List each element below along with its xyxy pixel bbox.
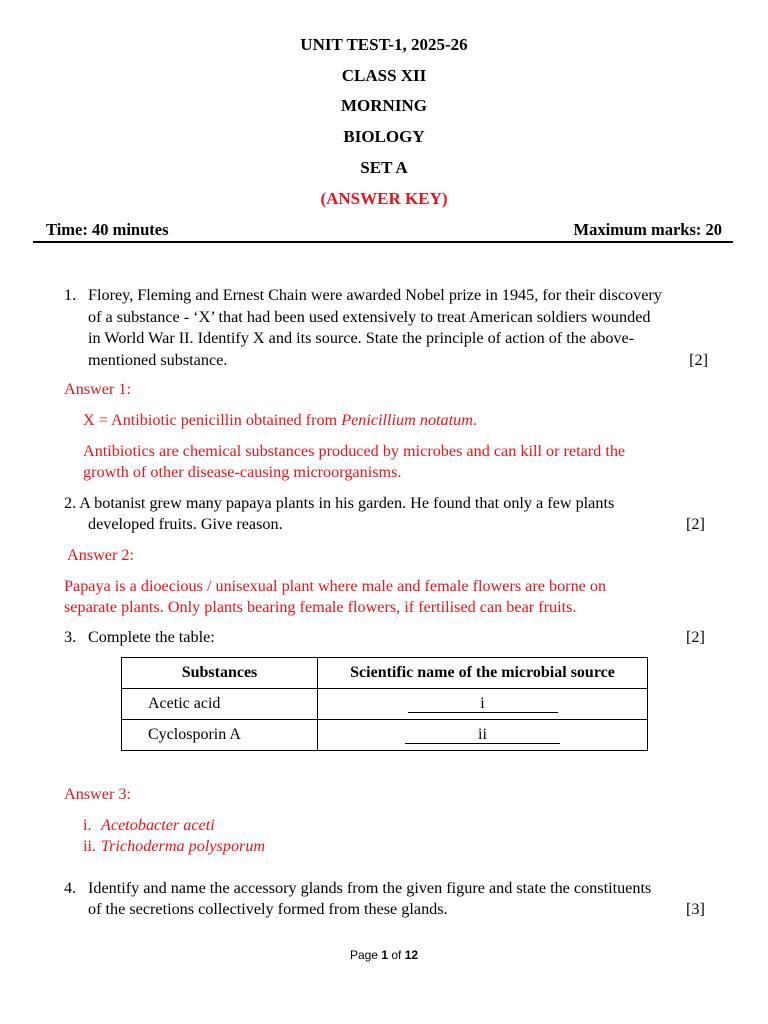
- answer-3-item: [83, 815, 215, 837]
- question-1-line-4: mentioned substance.: [88, 350, 228, 369]
- shift-label: MORNING: [341, 96, 427, 115]
- answer-3-item-text: Trichoderma polysporum: [101, 837, 266, 855]
- answer-1-species: Penicillium notatum: [341, 411, 473, 429]
- question-4-number: 4.: [64, 879, 77, 897]
- set-label: SET A: [360, 158, 408, 177]
- header-divider: [33, 241, 733, 243]
- question-2-line-1: 2. A botanist grew many papaya plants in his garden. He found that only a few plants: [64, 494, 615, 512]
- time-label: Time: 40 minutes: [46, 220, 169, 239]
- answer-3-item-text: Acetobacter aceti: [101, 816, 215, 834]
- answer-2-line-1: Papaya is a dioecious / unisexual plant where male and female flowers are borne on: [64, 577, 607, 595]
- answer-2-label: Answer 2:: [67, 546, 134, 564]
- table-cell-blank: [318, 720, 648, 751]
- question-1-number: 1.: [64, 286, 77, 304]
- test-title: UNIT TEST-1, 2025-26: [300, 35, 468, 54]
- answer-3-item-number: ii.: [83, 837, 97, 855]
- answer-2-line-2: separate plants. Only plants bearing female flowers, if fertilised can bear fruits.: [64, 598, 577, 616]
- question-2-marks: [2]: [686, 515, 705, 533]
- of-word: of: [391, 948, 402, 962]
- page-number: 1: [381, 948, 388, 962]
- page-total: 12: [404, 948, 419, 962]
- answer-3-item: [83, 836, 265, 858]
- question-1: [64, 285, 744, 371]
- answer-key-label: (ANSWER KEY): [320, 189, 448, 208]
- answer-1-text: X = Antibiotic penicillin obtained from: [83, 411, 342, 429]
- question-1-line-3: in World War II. Identify X and its source. State the principle of action of the above-: [88, 329, 635, 347]
- page-word: Page: [349, 948, 378, 962]
- question-2-line-2: developed fruits. Give reason.: [88, 515, 283, 533]
- subject-label: BIOLOGY: [343, 127, 425, 146]
- table-cell-substance: Acetic acid: [122, 689, 318, 720]
- answer-1-line-3: growth of other disease-causing microorganisms.: [83, 463, 402, 481]
- answer-1-line-2: Antibiotics are chemical substances produced by microbes and can kill or retard the: [83, 442, 626, 460]
- question-1-marks: [2]: [689, 350, 708, 369]
- answer-3-label: Answer 3:: [64, 785, 131, 803]
- question-3-marks: [2]: [686, 628, 705, 646]
- table-cell-substance: Cyclosporin A: [122, 720, 318, 751]
- max-marks-label: Maximum marks: 20: [573, 220, 722, 239]
- table-header-source: Scientific name of the microbial source: [318, 658, 648, 689]
- answer-1-label: Answer 1:: [64, 380, 131, 398]
- question-1-line-2: of a substance - ‘X’ that had been used extensively to treat American soldiers wounded: [88, 307, 651, 326]
- question-4-line-1: Identify and name the accessory glands from the given figure and state the constituents: [88, 879, 652, 897]
- table-row: [122, 720, 648, 751]
- table-header-substances: Substances: [122, 658, 318, 689]
- answer-1-period: .: [472, 411, 477, 429]
- table-cell-blank: [318, 689, 648, 720]
- table-header-row: [122, 658, 648, 689]
- microbe-table: [121, 657, 648, 751]
- question-4-marks: [3]: [686, 900, 705, 918]
- question-3-number: 3.: [64, 628, 77, 646]
- blank-ii: ii: [405, 727, 560, 744]
- answer-1-line-1: [83, 410, 477, 432]
- question-1-line-1: Florey, Fleming and Ernest Chain were awarded Nobel prize in 1945, for their discovery: [88, 286, 662, 304]
- class-label: CLASS XII: [341, 66, 427, 85]
- question-3-text: Complete the table:: [88, 628, 215, 646]
- blank-i: i: [408, 696, 558, 713]
- table-row: [122, 689, 648, 720]
- question-4-line-2: of the secretions collectively formed from these glands.: [88, 900, 448, 918]
- page-footer: [0, 948, 768, 962]
- answer-3-item-number: i.: [83, 816, 92, 834]
